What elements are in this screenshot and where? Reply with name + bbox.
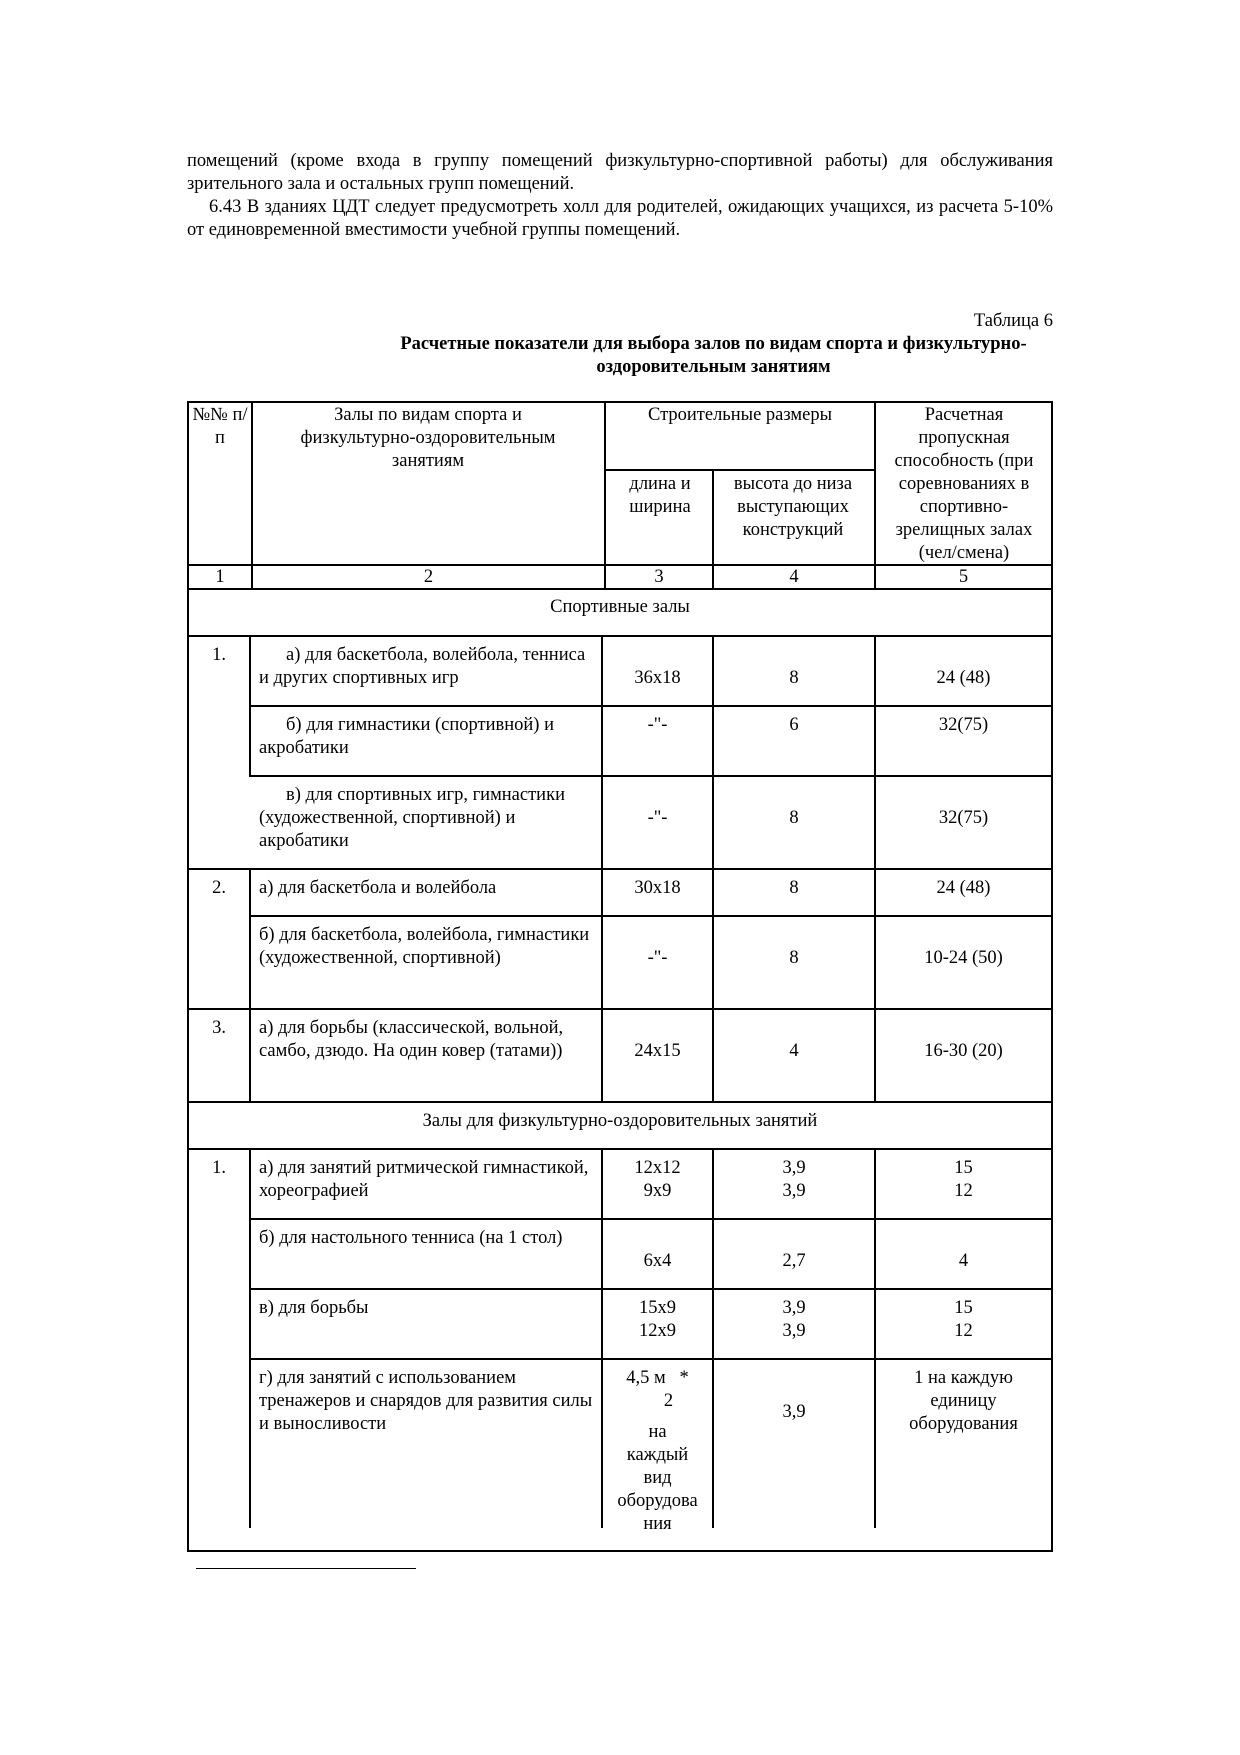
row-height	[714, 1157, 874, 1203]
grid-line	[606, 469, 876, 471]
row-capacity-line: 15	[954, 1158, 973, 1178]
row-size-exponent: 2	[663, 1391, 674, 1411]
row-size-line: 9х9	[643, 1181, 672, 1201]
grid-line	[874, 401, 876, 588]
grid-line	[1051, 401, 1053, 1552]
row-height: 2,7	[782, 1251, 806, 1271]
table-title	[187, 333, 1240, 379]
row-number: 1.	[212, 645, 226, 665]
row-size-line: 15х9	[639, 1298, 676, 1318]
row-hall-name: б) для настольного тенниса (на 1 стол)	[259, 1228, 563, 1248]
grid-line	[601, 635, 603, 1101]
row-size: 24х15	[634, 1041, 681, 1061]
table-title-line-1: Расчетные показатели для выбора залов по видам спорта и физкультурно-	[400, 334, 1027, 354]
row-capacity: 16-30 (20)	[924, 1041, 1003, 1061]
row-size-note-line: оборудова	[617, 1491, 698, 1511]
row-height: 3,9	[782, 1402, 806, 1422]
row-size-line: 12х12	[634, 1158, 681, 1178]
row-size-note-line: на	[648, 1422, 667, 1442]
row-height: 8	[789, 808, 799, 828]
row-capacity: 1 на каждую единицу оборудования	[909, 1368, 1018, 1434]
section-fitness-halls: Залы для физкультурно-оздоровительных занятий	[422, 1111, 818, 1131]
grid-line	[249, 1358, 1053, 1360]
row-capacity-line: 12	[954, 1181, 973, 1201]
row-size: -"-	[647, 808, 668, 828]
row-size: -"-	[647, 715, 668, 735]
grid-line	[249, 635, 251, 775]
grid-line	[249, 868, 251, 1008]
row-number: 2.	[212, 878, 226, 898]
row-size: -"-	[647, 948, 668, 968]
row-capacity-line: 12	[954, 1321, 973, 1341]
grid-line	[249, 775, 1053, 777]
row-size-note-line: ния	[643, 1514, 672, 1534]
footnote-star: *	[679, 1368, 689, 1388]
section-sport-halls: Спортивные залы	[550, 597, 690, 617]
row-height: 8	[789, 668, 799, 688]
grid-line	[187, 1550, 1053, 1552]
grid-line	[249, 915, 1053, 917]
row-hall-name: а) для борьбы (классической, вольной, самбо, дзюдо. На один ковер (татами))	[259, 1018, 564, 1061]
row-number: 3.	[212, 1018, 226, 1038]
row-height-line: 3,9	[782, 1158, 806, 1178]
row-capacity: 32(75)	[938, 808, 989, 828]
footnote-separator	[196, 1568, 416, 1569]
grid-line	[187, 401, 1053, 403]
row-height-line: 3,9	[782, 1181, 806, 1201]
row-size-value: 4,5 м	[626, 1368, 666, 1388]
row-size-note-line: каждый	[626, 1445, 689, 1465]
header-capacity: Расчетная пропускная способность (при соревнованиях в спортивно-зрелищных залах (чел/смена)	[894, 405, 1034, 563]
col-number: 3	[654, 567, 664, 587]
grid-line	[249, 1288, 1053, 1290]
row-height	[714, 1297, 874, 1343]
grid-line	[712, 635, 714, 1101]
row-hall-name: а) для баскетбола, волейбола, тенниса и других спортивных игр	[259, 645, 586, 688]
row-capacity: 24 (48)	[936, 878, 991, 898]
grid-line	[187, 1008, 1053, 1010]
row-hall-name: г) для занятий с использованием тренажеров и снарядов для развития силы и выносливости	[259, 1368, 593, 1434]
row-size	[603, 1297, 712, 1343]
grid-line	[249, 1218, 1053, 1220]
row-size-line: 12х9	[639, 1321, 676, 1341]
row-height-line: 3,9	[782, 1321, 806, 1341]
col-number: 2	[423, 567, 434, 587]
row-capacity: 10-24 (50)	[924, 948, 1003, 968]
row-hall-name: б) для гимнастики (спортивной) и акробатики	[259, 715, 554, 758]
row-capacity	[876, 1157, 1051, 1203]
grid-line	[187, 1101, 1053, 1103]
row-size-note-line: вид	[643, 1468, 672, 1488]
row-height: 4	[789, 1041, 799, 1061]
grid-line	[251, 401, 253, 588]
row-hall-name: в) для борьбы	[259, 1298, 369, 1318]
row-size	[603, 1367, 712, 1536]
grid-line	[249, 1008, 251, 1101]
row-number: 1.	[212, 1158, 226, 1178]
row-capacity-line: 15	[954, 1298, 973, 1318]
grid-line	[187, 635, 1053, 637]
header-height: высота до низа выступающих конструкций	[733, 474, 853, 540]
intro-paragraph-2: 6.43 В зданиях ЦДТ следует предусмотреть холл для родителей, ожидающих учащихся, из расчета 5-10% от единовременной вместимости учебной группы помещений.	[187, 197, 1053, 240]
row-size: 30х18	[634, 878, 681, 898]
row-height: 8	[789, 878, 799, 898]
table-title-line-2: оздоровительным занятиям	[596, 357, 831, 377]
grid-line	[187, 868, 1053, 870]
row-height: 8	[789, 948, 799, 968]
col-number: 5	[958, 567, 969, 587]
row-size: 6х4	[643, 1251, 672, 1271]
row-capacity: 32(75)	[938, 715, 989, 735]
row-size-area	[603, 1367, 712, 1390]
row-hall-name: б) для баскетбола, волейбола, гимнастики (художественной, спортивной)	[259, 925, 590, 968]
row-hall-name: а) для баскетбола и волейбола	[259, 878, 497, 898]
intro-paragraph-1: помещений (кроме входа в группу помещений физкультурно-спортивной работы) для обслуживания зрительного зала и остальных групп помещений.	[187, 151, 1053, 194]
header-halls: Залы по видам спорта и физкультурно-оздоровительным занятиям	[300, 405, 556, 471]
header-build-sizes: Строительные размеры	[647, 405, 833, 425]
row-size-note	[603, 1421, 712, 1536]
row-capacity	[876, 1297, 1051, 1343]
header-length-width: длина и ширина	[629, 474, 691, 517]
row-hall-name: в) для спортивных игр, гимнастики (художественной, спортивной) и акробатики	[259, 785, 565, 851]
row-height-line: 3,9	[782, 1298, 806, 1318]
row-height: 6	[789, 715, 799, 735]
grid-line	[249, 1148, 251, 1218]
row-hall-name: а) для занятий ритмической гимнастикой, хореографией	[259, 1158, 589, 1201]
header-num: №№ п/п	[192, 405, 248, 448]
row-capacity: 4	[958, 1251, 969, 1271]
grid-line	[249, 705, 1053, 707]
table-caption: Таблица 6	[973, 311, 1053, 331]
row-capacity: 24 (48)	[936, 668, 991, 688]
grid-line	[187, 1148, 1053, 1150]
grid-line	[874, 635, 876, 1101]
col-number: 4	[789, 567, 799, 587]
row-size: 36х18	[634, 668, 681, 688]
col-number: 1	[215, 567, 225, 587]
grid-line	[604, 401, 606, 588]
grid-line	[249, 1218, 251, 1528]
row-size	[603, 1157, 712, 1203]
